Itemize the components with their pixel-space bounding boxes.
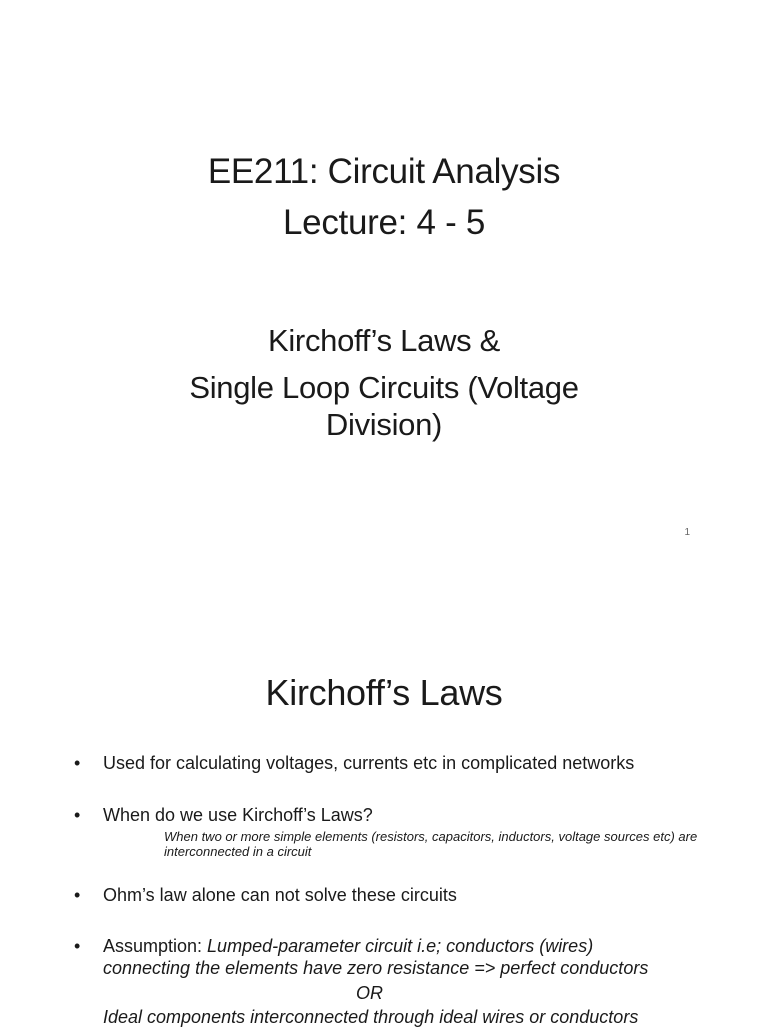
bullet-note: When two or more simple elements (resistors, capacitors, inductors, voltage sources etc) are interconnected in a circuit [164,829,698,859]
bullet-item: Used for calculating voltages, currents etc in complicated networks [103,753,635,773]
lecture-number: Lecture: 4 - 5 [282,203,486,242]
assumption-label: Assumption: [103,936,208,956]
topic-line-3: Division) [325,407,443,442]
bullet-marker: • [74,936,81,956]
assumption-text-1: Lumped-parameter circuit i.e; conductors (wires) [207,936,594,956]
topic-line-1: Kirchoff’s Laws & [267,323,501,358]
page-number: 1 [684,527,690,538]
bullet-marker: • [74,885,81,905]
assumption-text-2: connecting the elements have zero resistance => perfect conductors [103,958,649,978]
bullet-item: When do we use Kirchoff’s Laws? [103,805,373,825]
bullet-marker: • [74,805,81,825]
slide-2 [0,576,768,1027]
assumption-text-3: Ideal components interconnected through ideal wires or conductors [103,1007,639,1027]
slide-title: Kirchoff’s Laws [265,672,503,713]
or-separator: OR [356,983,383,1003]
topic-line-2: Single Loop Circuits (Voltage [189,370,579,405]
bullet-marker: • [74,753,81,773]
bullet-item: Ohm’s law alone can not solve these circuits [103,885,457,905]
lecture-title: EE211: Circuit Analysis [207,152,561,191]
bullet-item-assumption [103,935,733,957]
